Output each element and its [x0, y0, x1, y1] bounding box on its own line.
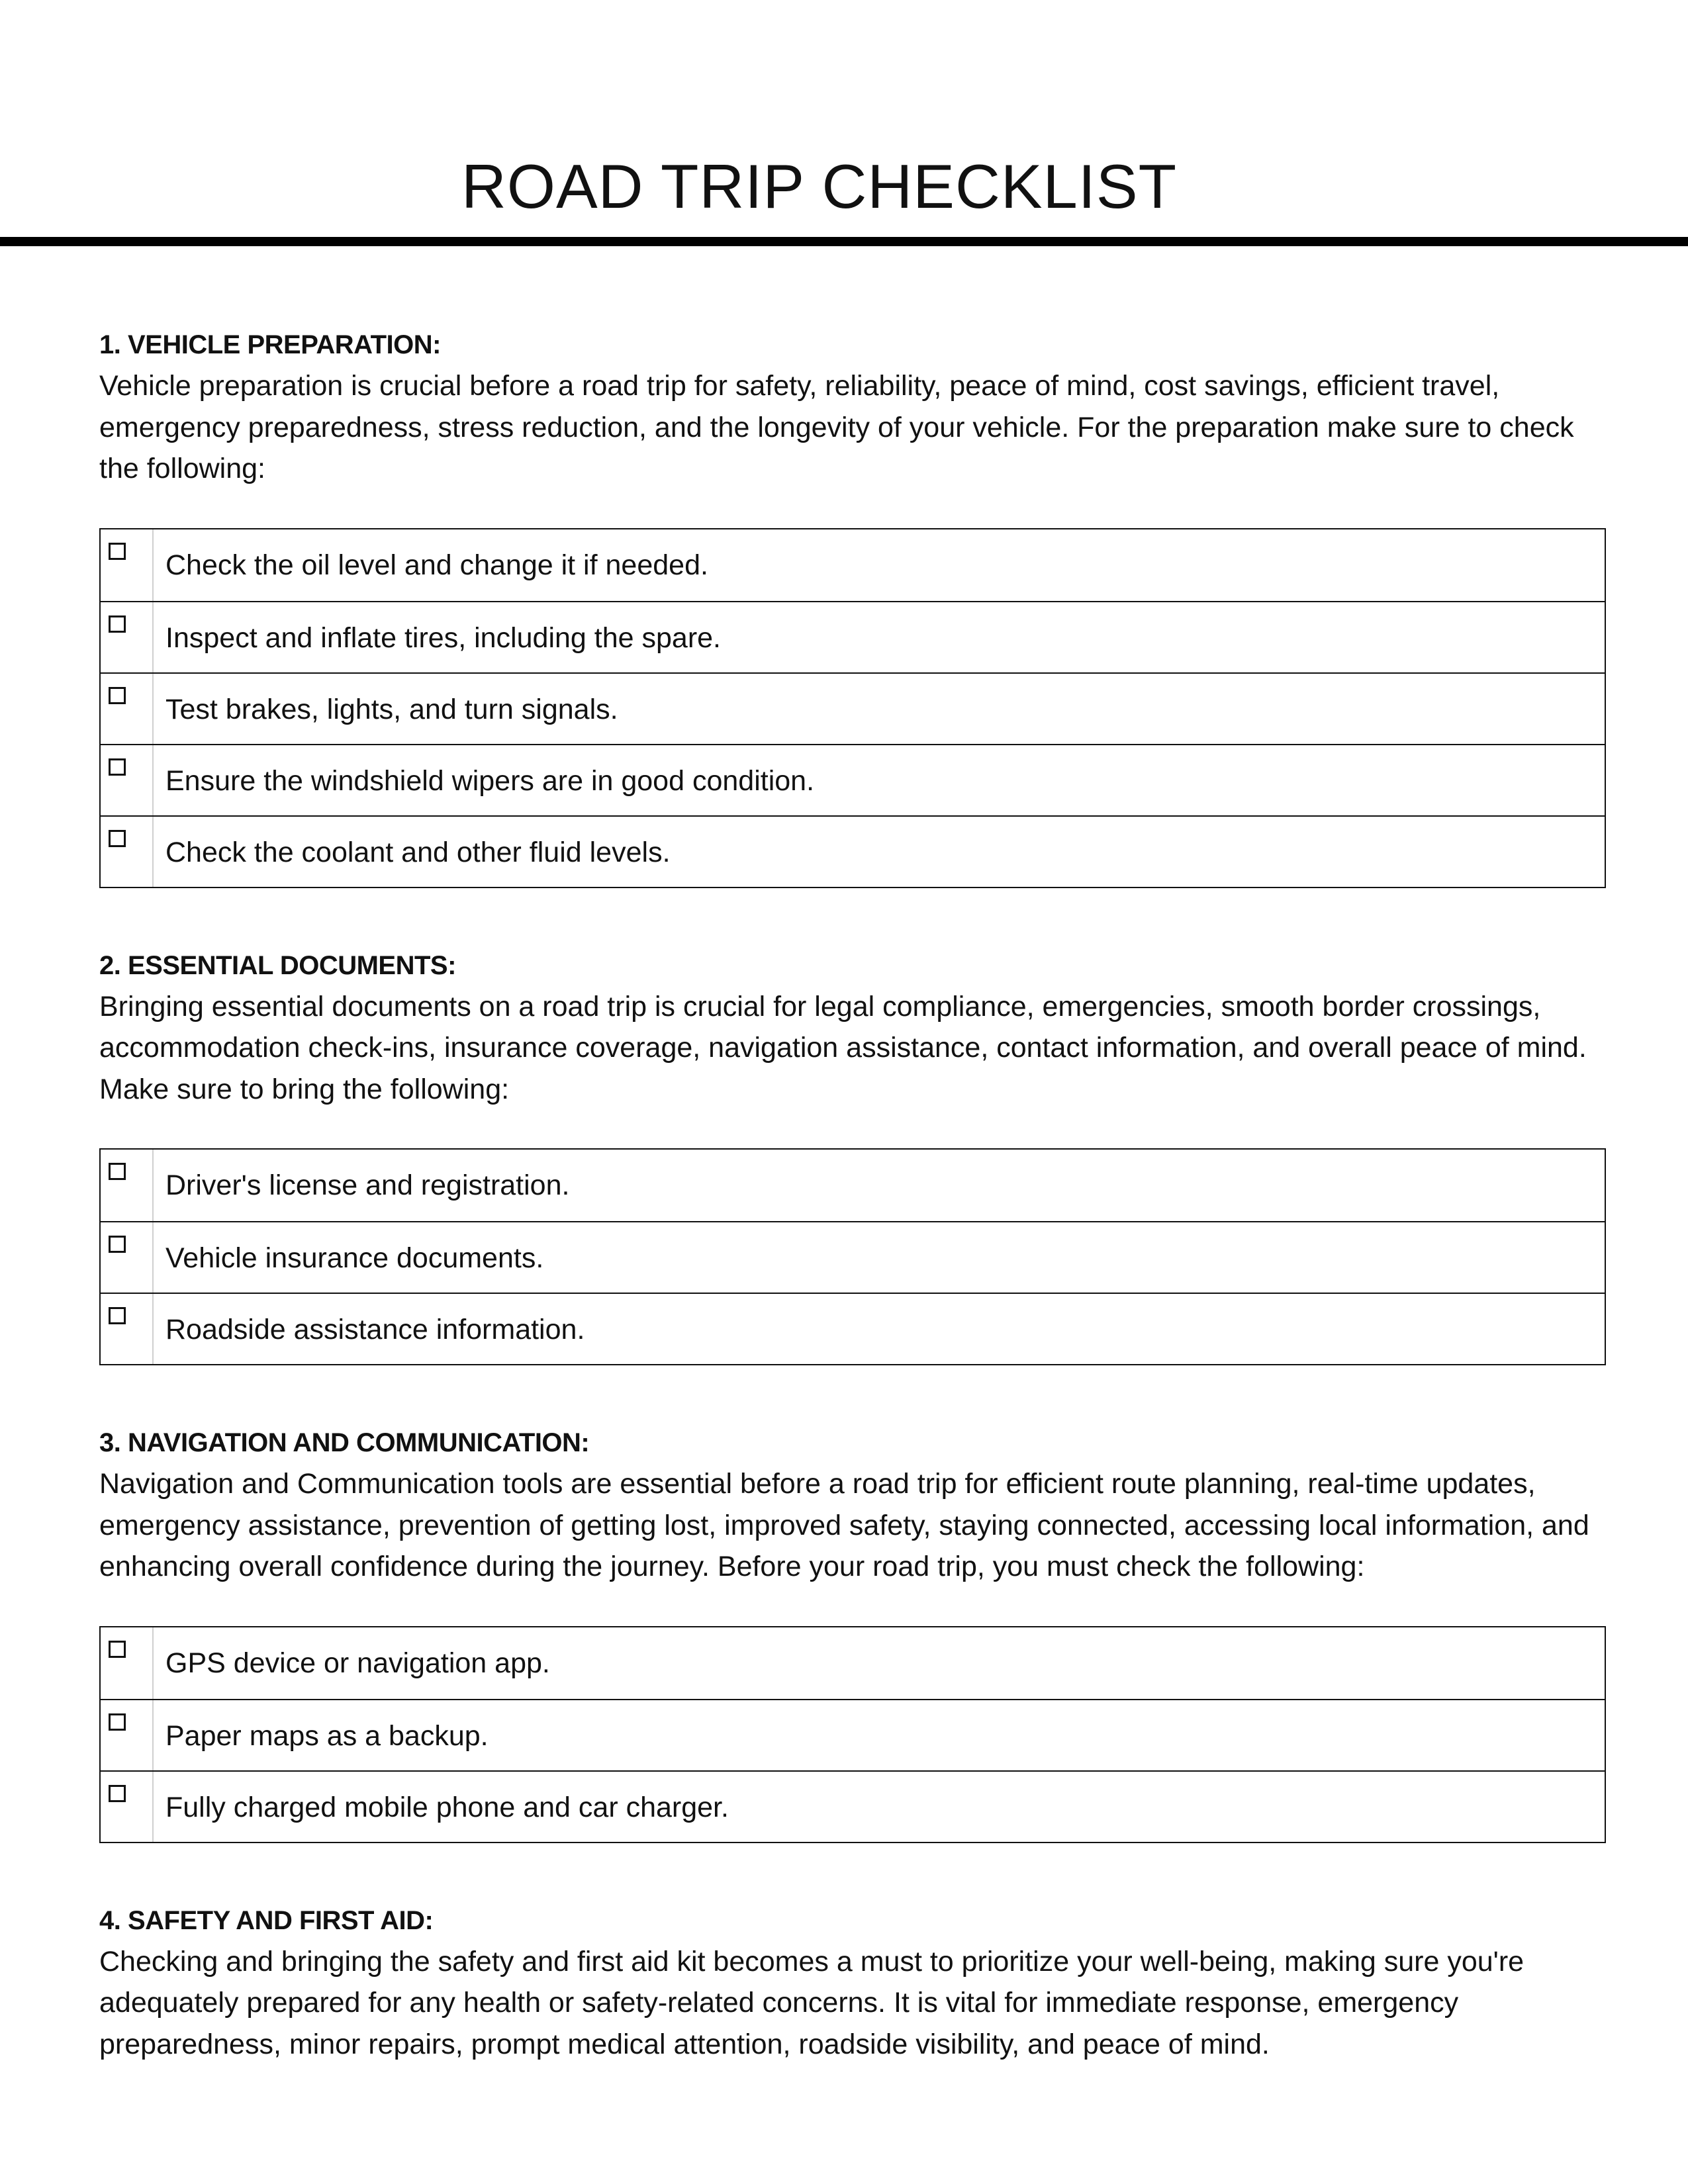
checkbox-cell [101, 1294, 154, 1364]
checklist-row [101, 1293, 1605, 1364]
section-description: Navigation and Communication tools are essential before a road trip for efficient route planning, real-time updates, emergency assistance, prevention of getting lost, improved safety, staying connected, accessing local information, and enhancing overall confidence during the journey. Before your road trip, you must check the following: [99, 1468, 1589, 1582]
checkbox[interactable] [109, 1713, 126, 1731]
section-vehicle-preparation [99, 324, 1609, 888]
section-description: Checking and bringing the safety and first aid kit becomes a must to prioritize your well-being, making sure you're adequately prepared for any health or safety-related concerns. It is vital for immediate response, emergency preparedness, minor repairs, prompt medical attention, roadside visibility, and peace of mind. [99, 1945, 1524, 2060]
checkbox-cell [101, 1150, 154, 1221]
checkbox[interactable] [109, 1163, 126, 1180]
checklist-row [101, 1627, 1605, 1699]
checkbox[interactable] [109, 1307, 126, 1324]
checkbox-cell [101, 1700, 154, 1770]
section-essential-documents [99, 945, 1609, 1366]
checkbox-cell [101, 674, 154, 744]
checklist-table [99, 528, 1606, 888]
checklist-item-label: Test brakes, lights, and turn signals. [165, 693, 618, 725]
checklist-item-label: Fully charged mobile phone and car charger. [165, 1791, 729, 1823]
checkbox[interactable] [109, 543, 126, 560]
checklist-row [101, 1699, 1605, 1770]
checklist-row [101, 1150, 1605, 1221]
checkbox-cell [101, 1222, 154, 1293]
checkbox[interactable] [109, 830, 126, 847]
checklist-table [99, 1626, 1606, 1843]
checklist-row [101, 672, 1605, 744]
section-description: Bringing essential documents on a road trip is crucial for legal compliance, emergencies, smooth border crossings, accommodation check-ins, insurance coverage, navigation assistance, contact information, and overall peace of mind. Make sure to bring the following: [99, 990, 1587, 1105]
checklist-item-label: Check the oil level and change it if needed. [165, 549, 708, 581]
checkbox-cell [101, 817, 154, 887]
checklist-item-label: Ensure the windshield wipers are in good condition. [165, 764, 815, 797]
checkbox-cell [101, 529, 154, 601]
checkbox-cell [101, 1627, 154, 1699]
checklist-row [101, 744, 1605, 815]
checklist-item-label: GPS device or navigation app. [165, 1647, 550, 1679]
checkbox[interactable] [109, 687, 126, 704]
checklist-item-label: Roadside assistance information. [165, 1314, 585, 1345]
checklist-row [101, 529, 1605, 601]
checklist-item-label: Paper maps as a backup. [165, 1719, 489, 1752]
section-safety-first-aid [99, 1900, 1609, 2066]
section-heading: 4. SAFETY AND FIRST AID: [99, 1905, 434, 1935]
checklist-row [101, 1221, 1605, 1293]
section-heading: 1. VEHICLE PREPARATION: [99, 330, 441, 359]
section-navigation-communication [99, 1422, 1609, 1843]
checkbox[interactable] [109, 758, 126, 776]
section-description: Vehicle preparation is crucial before a road trip for safety, reliability, peace of mind, cost savings, efficient travel, emergency preparedness, stress reduction, and the longevity of your vehicle. For the preparation make sure to check the following: [99, 370, 1574, 484]
checklist-item-label: Driver's license and registration. [165, 1169, 570, 1201]
checklist-row [101, 601, 1605, 672]
page-title: ROAD TRIP CHECKLIST [461, 152, 1178, 221]
checklist-item-label: Check the coolant and other fluid levels. [165, 836, 671, 868]
title-divider [0, 237, 1688, 246]
checkbox[interactable] [109, 1785, 126, 1802]
checklist-item-label: Vehicle insurance documents. [165, 1242, 544, 1274]
checklist-table [99, 1148, 1606, 1365]
checkbox[interactable] [109, 1236, 126, 1253]
section-heading: 3. NAVIGATION AND COMMUNICATION: [99, 1428, 590, 1457]
section-heading: 2. ESSENTIAL DOCUMENTS: [99, 950, 456, 980]
checklist-row [101, 815, 1605, 887]
checkbox-cell [101, 602, 154, 672]
checkbox[interactable] [109, 1641, 126, 1658]
checklist-row [101, 1770, 1605, 1842]
checkbox-cell [101, 1772, 154, 1842]
checklist-content [99, 324, 1609, 2065]
checkbox-cell [101, 745, 154, 815]
checklist-item-label: Inspect and inflate tires, including the spare. [165, 621, 722, 654]
checkbox[interactable] [109, 615, 126, 633]
